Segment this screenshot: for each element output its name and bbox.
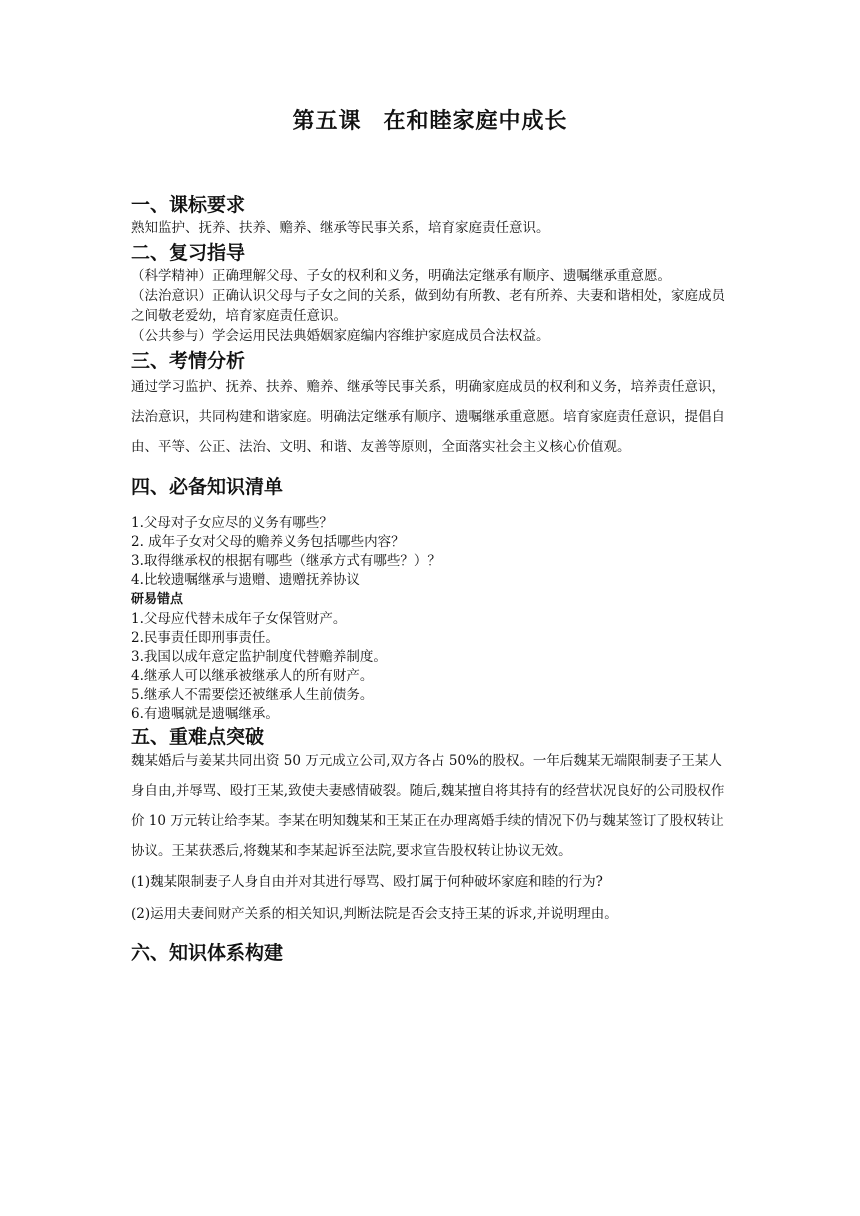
case-question-1: (1)魏某限制妻子人身自由并对其进行辱骂、殴打属于何种破坏家庭和睦的行为? — [131, 874, 603, 890]
review-guide-line: （公共参与）学会运用民法典婚姻家庭编内容维护家庭成员合法权益。 — [131, 328, 550, 344]
curriculum-text: 熟知监护、抚养、扶养、赡养、继承等民事关系，培育家庭责任意识。 — [131, 220, 550, 236]
title-lesson-number: 第五课 — [292, 109, 362, 134]
document-body — [131, 192, 731, 966]
section-heading-knowledge-system: 六、知识体系构建 — [131, 942, 284, 964]
error-points-list — [131, 610, 731, 724]
review-guide-line: （法治意识）正确认识父母与子女之间的关系，做到幼有所教、老有所养、夫妻和谐相处，家庭成员之间敬老爱幼，培育家庭责任意识。 — [131, 288, 725, 324]
case-question-2: (2)运用夫妻间财产关系的相关知识,判断法院是否会支持王某的诉求,并说明理由。 — [131, 906, 618, 922]
title-lesson-name: 在和睦家庭中成长 — [383, 109, 568, 134]
case-text: 魏某婚后与姜某共同出资 50 万元成立公司,双方各占 50%的股权。一年后魏某无端限制妻子王某人身自由,并辱骂、殴打王某,致使夫妻感情破裂。随后,魏某擅自将其持有的经营状况良好的公司股权作价 10 万元转让给李某。李某在明知魏某和王某正在办理离婚手续的情况下仍与魏某签订了股权转让协议。王某获悉后,将魏某和李某起诉至法院,要求宣告股权转让协议无效。 — [131, 753, 725, 859]
list-item: 6.有遗嘱就是遗嘱继承。 — [131, 706, 279, 722]
exam-analysis-text: 通过学习监护、抚养、扶养、赡养、继承等民事关系，明确家庭成员的权利和义务，培养责任意识，法治意识，共同构建和谐家庭。明确法定继承有顺序、遗嘱继承重意愿。培育家庭责任意识，提倡自由、平等、公正、法治、文明、和谐、友善等原则，全面落实社会主义核心价值观。 — [131, 379, 725, 455]
error-points-heading: 研易错点 — [131, 592, 184, 607]
list-item: 5.继承人不需要偿还被继承人生前债务。 — [131, 687, 374, 703]
list-item: 2. 成年子女对父母的赡养义务包括哪些内容？ — [131, 534, 405, 550]
list-item: 1.父母应代替未成年子女保管财产。 — [131, 611, 347, 627]
list-item: 1.父母对子女应尽的义务有哪些？ — [131, 515, 333, 531]
section-heading-knowledge-list: 四、必备知识清单 — [131, 476, 284, 498]
knowledge-question-list — [131, 514, 731, 590]
list-item: 4.继承人可以继承被继承人的所有财产。 — [131, 668, 374, 684]
section-heading-review-guide: 二、复习指导 — [131, 242, 246, 264]
list-item: 4.比较遗嘱继承与遗赠、遗赠抚养协议 — [131, 572, 360, 588]
list-item: 3.取得继承权的根据有哪些（继承方式有哪些？）？ — [131, 553, 441, 569]
list-item: 3.我国以成年意定监护制度代替赡养制度。 — [131, 649, 387, 665]
section-heading-exam-analysis: 三、考情分析 — [131, 350, 246, 372]
review-guide-line: （科学精神）正确理解父母、子女的权利和义务，明确法定继承有顺序、遗嘱继承重意愿。 — [131, 268, 671, 284]
list-item: 2.民事责任即刑事责任。 — [131, 630, 279, 646]
page-title — [0, 104, 860, 135]
section-heading-curriculum: 一、课标要求 — [131, 194, 246, 216]
section-heading-key-difficulties: 五、重难点突破 — [131, 726, 265, 748]
